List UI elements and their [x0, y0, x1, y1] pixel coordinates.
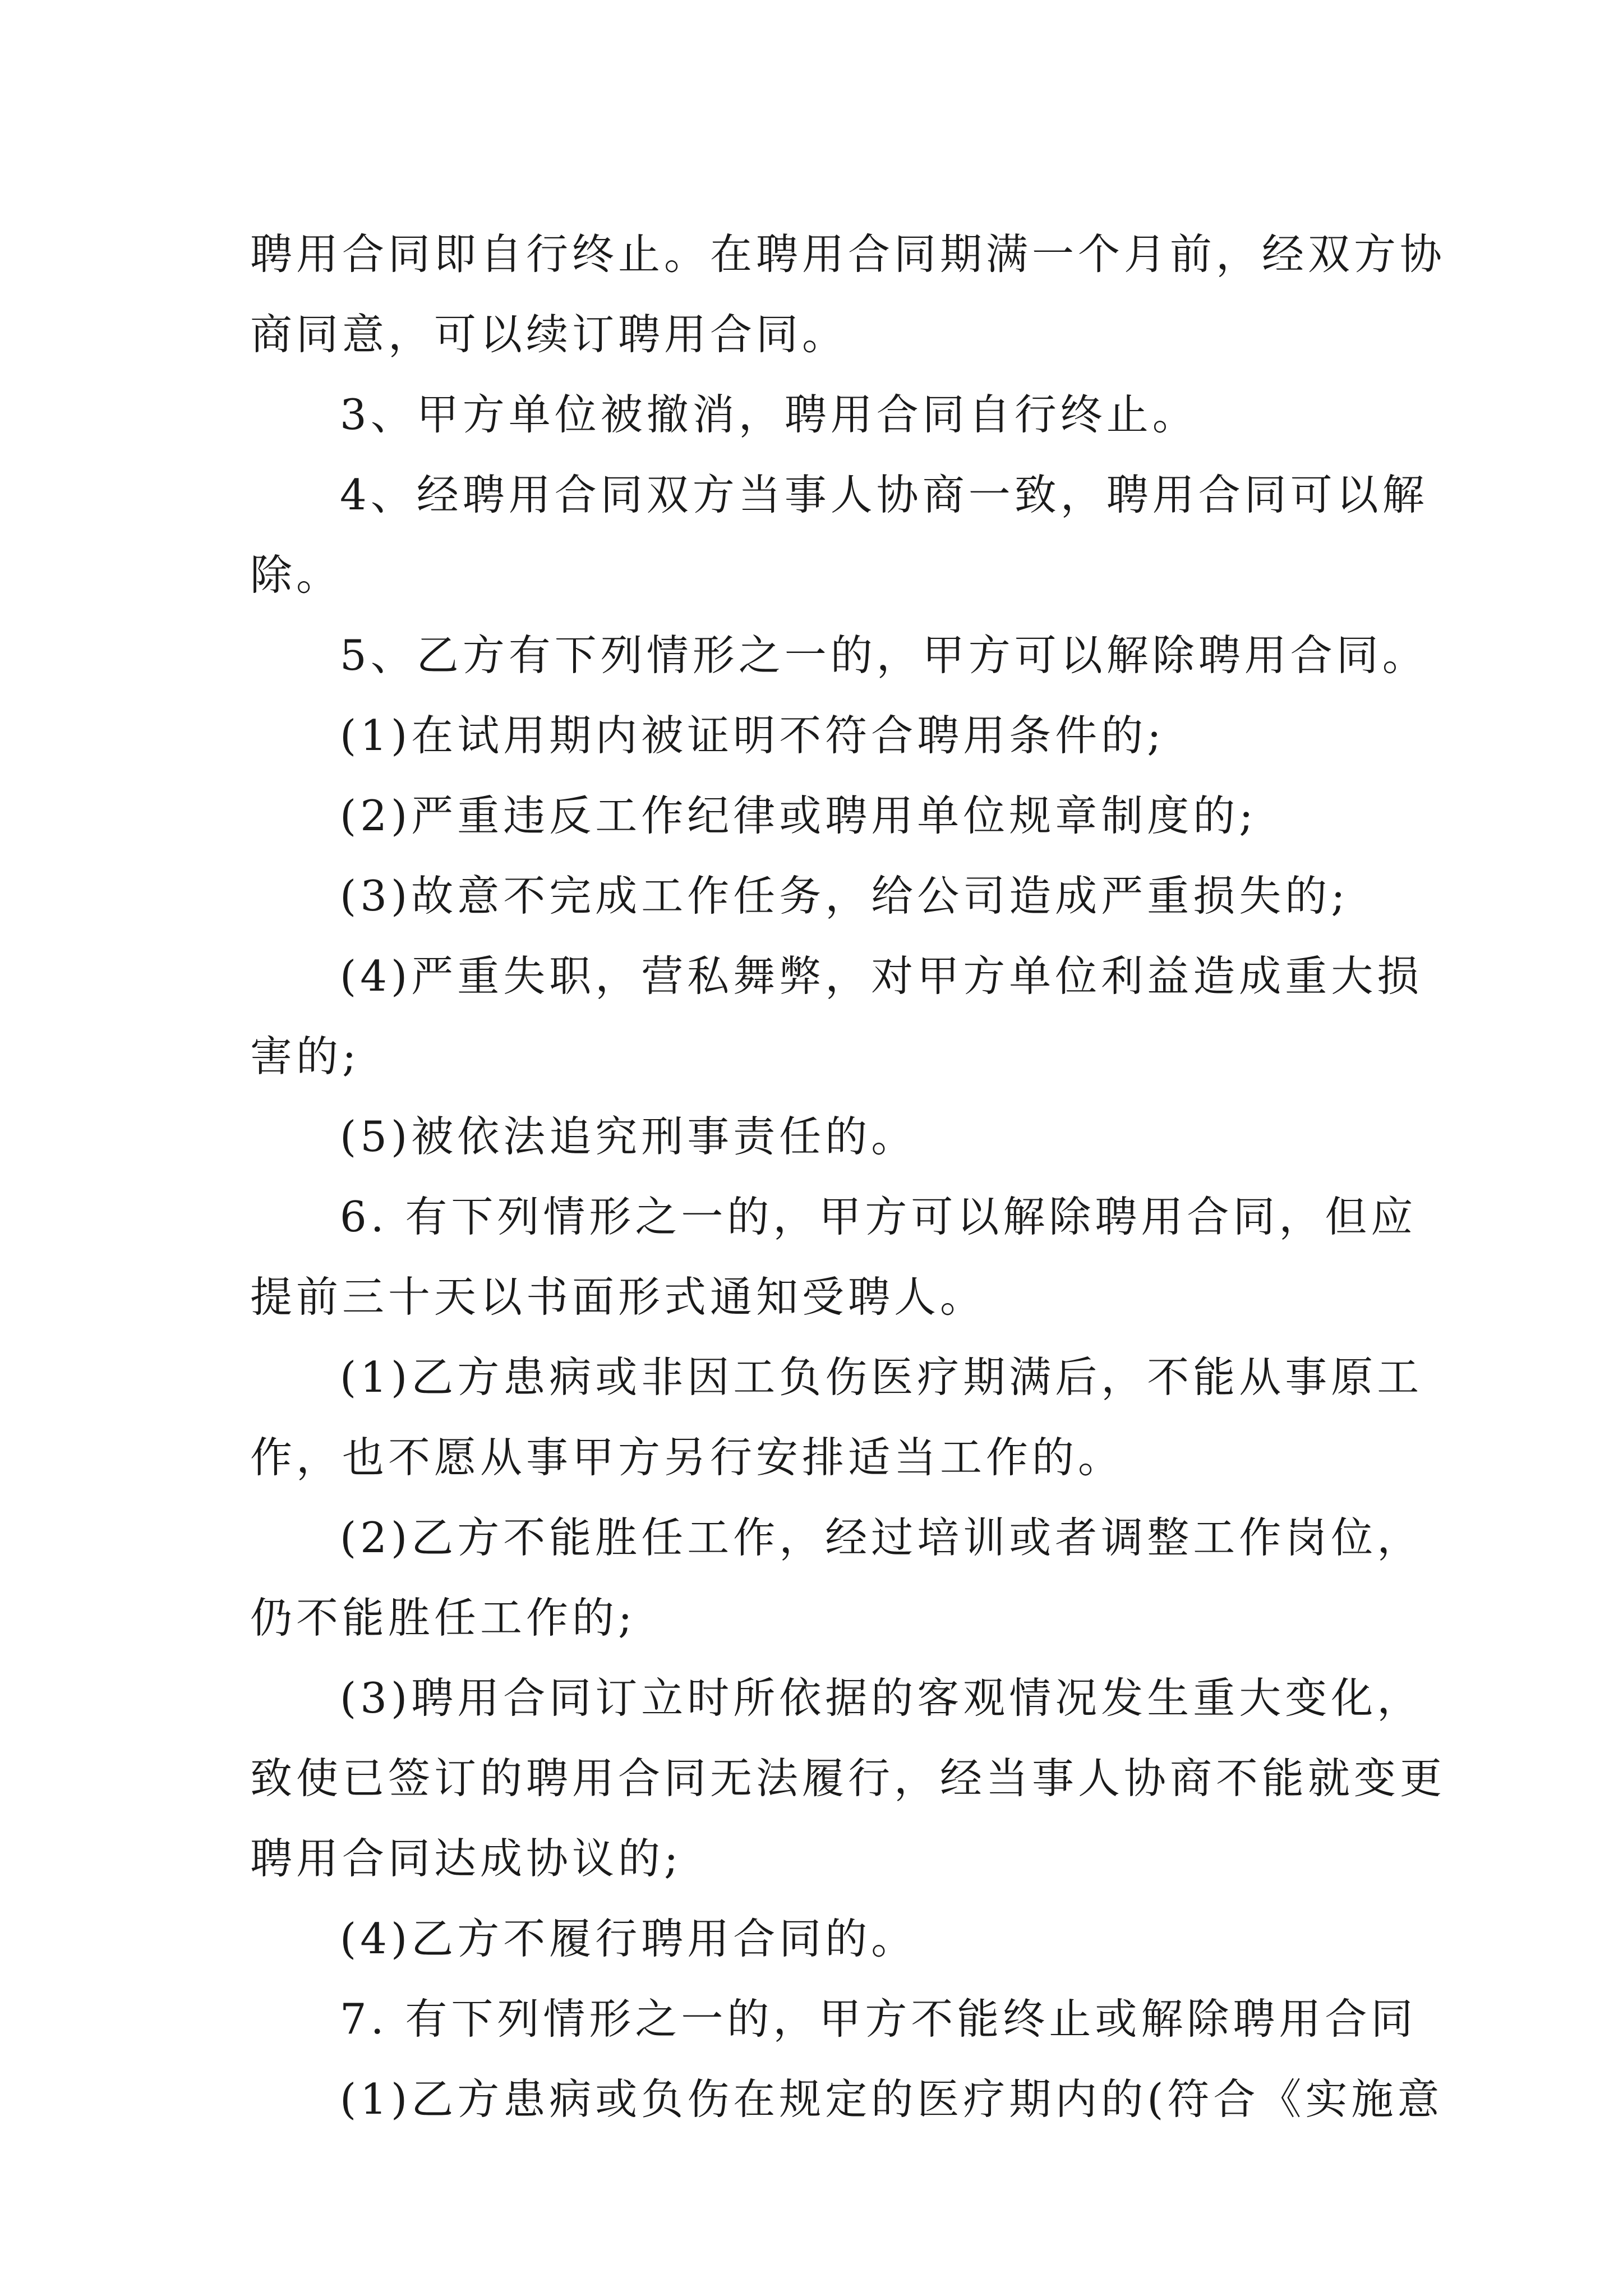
text-line: 商同意，可以续订聘用合同。 [250, 310, 849, 359]
text-line: 提前三十天以书面形式通知受聘人。 [250, 1272, 986, 1322]
text-line: (5)被依法追究刑事责任的。 [340, 1112, 917, 1161]
document-body [250, 214, 1446, 2139]
text-line: (4)严重失职，营私舞弊，对甲方单位利益造成重大损 [340, 951, 1423, 1001]
text-line: 作，也不愿从事甲方另行安排适当工作的。 [250, 1433, 1124, 1482]
text-line: (2)严重违反工作纪律或聘用单位规章制度的; [340, 791, 1257, 840]
text-line: 7. 有下列情形之一的，甲方不能终止或解除聘用合同 [340, 1994, 1417, 2044]
text-line: (4)乙方不履行聘用合同的。 [340, 1914, 917, 1963]
text-line: 聘用合同达成协议的; [250, 1834, 683, 1883]
text-line: (1)在试用期内被证明不符合聘用条件的; [340, 711, 1165, 760]
text-line: (1)乙方患病或负伤在规定的医疗期内的(符合《实施意 [340, 2074, 1444, 2124]
text-line: 聘用合同即自行终止。在聘用合同期满一个月前，经双方协 [250, 229, 1446, 279]
text-line: (2)乙方不能胜任工作，经过培训或者调整工作岗位， [340, 1513, 1423, 1562]
text-line: 4、经聘用合同双方当事人协商一致，聘用合同可以解 [340, 470, 1428, 519]
text-line: 5、乙方有下列情形之一的，甲方可以解除聘用合同。 [340, 631, 1428, 680]
text-line: 仍不能胜任工作的; [250, 1593, 637, 1642]
text-line: 害的; [250, 1032, 361, 1081]
text-line: (3)故意不完成工作任务，给公司造成严重损失的; [340, 871, 1349, 921]
text-line: 除。 [250, 550, 343, 600]
text-line: (1)乙方患病或非因工负伤医疗期满后，不能从事原工 [340, 1352, 1423, 1402]
text-line: (3)聘用合同订立时所依据的客观情况发生重大变化， [340, 1673, 1423, 1723]
text-line: 致使已签订的聘用合同无法履行，经当事人协商不能就变更 [250, 1754, 1446, 1803]
text-line: 3、甲方单位被撤消，聘用合同自行终止。 [340, 390, 1198, 439]
text-line: 6. 有下列情形之一的，甲方可以解除聘用合同，但应 [340, 1192, 1417, 1241]
